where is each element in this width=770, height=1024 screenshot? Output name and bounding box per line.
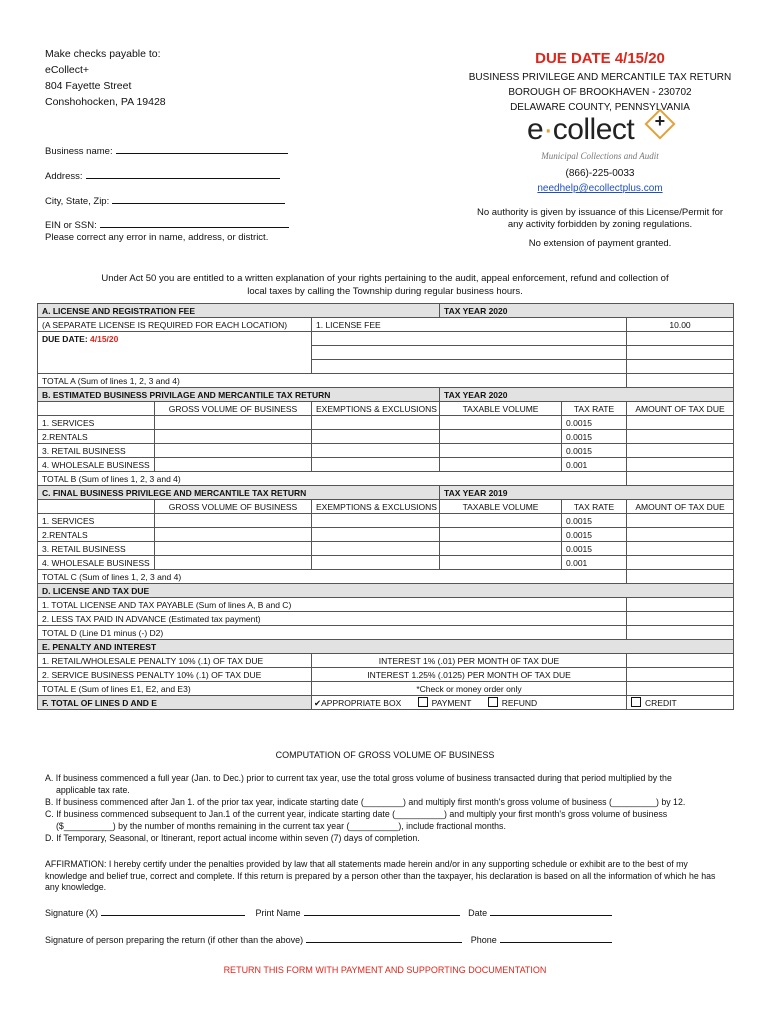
instruction-a-cont: applicable tax rate.: [56, 785, 130, 795]
print-name-input[interactable]: [304, 907, 460, 916]
preparer-label: Signature of person preparing the return (if other than the above): [45, 935, 304, 945]
instruction-c-cont: ($__________) by the number of months remaining in the current tax year (__________), include fractional months.: [56, 821, 506, 831]
blank-cell: [38, 500, 155, 514]
section-a-row: [38, 332, 734, 346]
ein-field[interactable]: [45, 219, 289, 231]
interest-label: INTEREST 1% (.01) PER MONTH 0F TAX DUE: [312, 654, 627, 668]
payable-line: Conshohocken, PA 19428: [45, 96, 166, 108]
tax-rate: 0.001: [562, 458, 627, 472]
credit-checkbox[interactable]: [631, 697, 641, 707]
row-label: 4. WHOLESALE BUSINESS: [38, 458, 155, 472]
date-label: Date: [468, 908, 488, 918]
total-b-value[interactable]: [627, 472, 734, 486]
section-a-row: [38, 318, 734, 332]
table-row: [38, 598, 734, 612]
tax-rate: 0.0015: [562, 542, 627, 556]
exempt-input[interactable]: [312, 514, 440, 528]
tax-rate: 0.001: [562, 556, 627, 570]
table-row: [38, 444, 734, 458]
taxable-input[interactable]: [440, 542, 562, 556]
gross-input[interactable]: [155, 528, 312, 542]
due-date-cell: [38, 332, 312, 346]
amount-input[interactable]: [627, 444, 734, 458]
taxable-input[interactable]: [440, 444, 562, 458]
title-line: BOROUGH OF BROOKHAVEN - 230702: [508, 87, 692, 98]
license-amount-blank[interactable]: [627, 332, 734, 346]
due-date-value: 4/15/20: [90, 333, 119, 344]
address-label: Address:: [45, 171, 83, 182]
d-line-value[interactable]: [627, 598, 734, 612]
section-a-row: [38, 346, 734, 360]
taxable-input[interactable]: [440, 528, 562, 542]
section-f-title: F. TOTAL OF LINES D AND E: [38, 696, 312, 710]
col-gross-volume: GROSS VOLUME OF BUSINESS: [155, 500, 312, 514]
instruction-d: D. If Temporary, Seasonal, or Itinerant, report actual income within seven (7) days of completion.: [45, 833, 420, 843]
instruction-c: C. If business commenced subsequent to Jan.1 of the current year, indicate starting date (__________) and multiply your first month's gross volume of business: [45, 809, 668, 819]
e-total-value[interactable]: [627, 682, 734, 696]
preparer-row: [45, 934, 618, 945]
e-line-label: 2. SERVICE BUSINESS PENALTY 10% (.1) OF TAX DUE: [38, 668, 312, 682]
due-date-label: DUE DATE:: [42, 333, 91, 344]
section-a-row: [38, 360, 734, 374]
business-name-input[interactable]: [116, 145, 288, 154]
phone-label: Phone: [470, 935, 497, 945]
logo-text-collect: collect: [552, 113, 635, 146]
d-line-label: 2. LESS TAX PAID IN ADVANCE (Estimated tax payment): [38, 612, 627, 626]
exempt-input[interactable]: [312, 528, 440, 542]
e-line-value[interactable]: [627, 668, 734, 682]
exempt-input[interactable]: [312, 416, 440, 430]
amount-input[interactable]: [627, 416, 734, 430]
date-input[interactable]: [490, 907, 612, 916]
table-row: [38, 668, 734, 682]
form-title: [460, 70, 740, 115]
license-line-blank[interactable]: [312, 360, 627, 374]
tax-form-table: [37, 303, 734, 710]
act50-notice: Under Act 50 you are entitled to a written explanation of your rights pertaining to the audit, appeal enforcement, refund and collection of local taxes by calling the Township during regular business hours.: [101, 273, 669, 297]
computation-title: COMPUTATION OF GROSS VOLUME OF BUSINESS: [275, 750, 495, 760]
ecollect-logo: [527, 113, 677, 153]
row-label: 2.RENTALS: [38, 430, 155, 444]
contact-block: [480, 166, 720, 196]
license-amount-blank[interactable]: [627, 360, 734, 374]
appropriate-box-label: ✔APPROPRIATE BOX: [314, 697, 402, 708]
payable-line: 804 Fayette Street: [45, 80, 132, 92]
section-c-columns: [38, 500, 734, 514]
payment-label: PAYMENT: [431, 697, 472, 708]
table-row: [38, 626, 734, 640]
license-fee-label: 1. LICENSE FEE: [312, 318, 627, 332]
tax-rate: 0.0015: [562, 444, 627, 458]
return-instructions: RETURN THIS FORM WITH PAYMENT AND SUPPORTING DOCUMENTATION: [223, 965, 547, 975]
amount-input[interactable]: [627, 556, 734, 570]
col-gross-volume: GROSS VOLUME OF BUSINESS: [155, 402, 312, 416]
row-label: 2.RENTALS: [38, 528, 155, 542]
row-label: 1. SERVICES: [38, 514, 155, 528]
amount-input[interactable]: [627, 528, 734, 542]
table-row: [38, 542, 734, 556]
instruction-b: B. If business commenced after Jan 1. of the prior tax year, indicate starting date (________) and multiply first month's gross volume of business (_________) by 12.: [45, 797, 686, 807]
exempt-input[interactable]: [312, 458, 440, 472]
table-row: [38, 556, 734, 570]
ein-label: EIN or SSN:: [45, 220, 97, 231]
row-label: 1. SERVICES: [38, 416, 155, 430]
section-b-header: [38, 388, 734, 402]
taxable-input[interactable]: [440, 556, 562, 570]
col-amount-due: AMOUNT OF TAX DUE: [627, 402, 734, 416]
col-exemptions: EXEMPTIONS & EXCLUSIONS: [312, 500, 440, 514]
license-line-blank[interactable]: [312, 346, 627, 360]
logo-subtitle: Municipal Collections and Audit: [541, 151, 659, 161]
section-b-total: [38, 472, 734, 486]
print-name-label: Print Name: [255, 908, 301, 918]
signature-row: [45, 907, 618, 918]
license-line-blank[interactable]: [312, 332, 627, 346]
table-row: [38, 528, 734, 542]
table-row: [38, 430, 734, 444]
ein-input[interactable]: [100, 219, 289, 228]
section-e-header: [38, 640, 734, 654]
payable-line: Make checks payable to:: [45, 48, 161, 60]
amount-input[interactable]: [627, 542, 734, 556]
refund-label: REFUND: [501, 697, 538, 708]
table-row: [38, 612, 734, 626]
total-a-label: TOTAL A (Sum of lines 1, 2, 3 and 4): [38, 374, 627, 388]
gross-input[interactable]: [155, 430, 312, 444]
gross-input[interactable]: [155, 444, 312, 458]
row-label: 3. RETAIL BUSINESS: [38, 542, 155, 556]
address-input[interactable]: [86, 170, 280, 179]
credit-label: CREDIT: [645, 697, 677, 708]
col-taxable-volume: TAXABLE VOLUME: [440, 500, 562, 514]
computation-instructions: [45, 773, 735, 845]
section-a-header: [38, 304, 734, 318]
blank-cell: [38, 402, 155, 416]
d-line-value[interactable]: [627, 612, 734, 626]
credit-cell: [627, 696, 734, 710]
signature-label: Signature (X): [45, 908, 99, 918]
table-row: [38, 654, 734, 668]
exempt-input[interactable]: [312, 430, 440, 444]
phone-input[interactable]: [500, 934, 612, 943]
title-line: BUSINESS PRIVILEGE AND MERCANTILE TAX RETURN: [468, 72, 732, 83]
city-field[interactable]: [45, 195, 285, 207]
section-c-title: C. FINAL BUSINESS PRIVILEGE AND MERCANTILE TAX RETURN: [38, 486, 440, 500]
row-label: 4. WHOLESALE BUSINESS: [38, 556, 155, 570]
taxable-input[interactable]: [440, 458, 562, 472]
section-b-year: TAX YEAR 2020: [440, 388, 734, 402]
amount-input[interactable]: [627, 458, 734, 472]
d-line-value[interactable]: [627, 626, 734, 640]
extension-notice: No extension of payment granted.: [528, 238, 672, 249]
title-line: DELAWARE COUNTY, PENNSYLVANIA: [510, 102, 690, 113]
col-tax-rate: TAX RATE: [562, 402, 627, 416]
total-c-label: TOTAL C (Sum of lines 1, 2, 3 and 4): [38, 570, 627, 584]
gross-input[interactable]: [155, 556, 312, 570]
exempt-input[interactable]: [312, 444, 440, 458]
e-total-label: TOTAL E (Sum of lines E1, E2, and E3): [38, 682, 312, 696]
section-c-total: [38, 570, 734, 584]
table-row: [38, 514, 734, 528]
business-name-label: Business name:: [45, 146, 113, 157]
gross-input[interactable]: [155, 514, 312, 528]
section-b-title: B. ESTIMATED BUSINESS PRIVILAGE AND MERCANTILE TAX RETURN: [38, 388, 440, 402]
total-c-value[interactable]: [627, 570, 734, 584]
license-fee-value[interactable]: 10.00: [627, 318, 734, 332]
interest-label: INTEREST 1.25% (.0125) PER MONTH OF TAX DUE: [312, 668, 627, 682]
table-row: [38, 682, 734, 696]
gross-input[interactable]: [155, 458, 312, 472]
payable-line: eCollect+: [45, 64, 90, 76]
section-b-columns: [38, 402, 734, 416]
col-amount-due: AMOUNT OF TAX DUE: [627, 500, 734, 514]
d-line-label: 1. TOTAL LICENSE AND TAX PAYABLE (Sum of lines A, B and C): [38, 598, 627, 612]
col-taxable-volume: TAXABLE VOLUME: [440, 402, 562, 416]
due-date-heading: DUE DATE 4/15/20: [535, 50, 665, 67]
tax-rate: 0.0015: [562, 528, 627, 542]
gross-input[interactable]: [155, 416, 312, 430]
logo-text-e: e: [527, 113, 544, 146]
gross-input[interactable]: [155, 542, 312, 556]
section-e-title: E. PENALTY AND INTEREST: [38, 640, 734, 654]
section-d-header: [38, 584, 734, 598]
section-a-total: [38, 374, 734, 388]
signature-input[interactable]: [101, 907, 245, 916]
instruction-a: A. If business commenced a full year (Jan. to Dec.) prior to current tax year, use the total gross volume of business transacted during that period multiplied by the: [45, 773, 672, 783]
d-line-label: TOTAL D (Line D1 minus (-) D2): [38, 626, 627, 640]
section-a-title: A. LICENSE AND REGISTRATION FEE: [38, 304, 440, 318]
blank-cell: [38, 346, 312, 360]
separate-license-note: (A SEPARATE LICENSE IS REQUIRED FOR EACH LOCATION): [38, 318, 312, 332]
correct-errors-note: Please correct any error in name, address, or district.: [45, 232, 269, 243]
logo-plus-icon: +: [644, 108, 675, 139]
total-a-value[interactable]: [627, 374, 734, 388]
payable-block: [45, 46, 166, 110]
zoning-notice: No authority is given by issuance of this License/Permit for any activity forbidden by zoning regulations.: [476, 207, 724, 230]
amount-input[interactable]: [627, 430, 734, 444]
phone-number: (866)-225-0033: [565, 168, 635, 179]
e-line-label: 1. RETAIL/WHOLESALE PENALTY 10% (.1) OF TAX DUE: [38, 654, 312, 668]
check-note: *Check or money order only: [312, 682, 627, 696]
tax-rate: 0.0015: [562, 416, 627, 430]
refund-checkbox[interactable]: [488, 697, 498, 707]
section-c-year: TAX YEAR 2019: [440, 486, 734, 500]
exempt-input[interactable]: [312, 542, 440, 556]
payment-checkbox[interactable]: [418, 697, 428, 707]
col-tax-rate: TAX RATE: [562, 500, 627, 514]
section-f-row: [38, 696, 734, 710]
city-input[interactable]: [112, 195, 285, 204]
affirmation-text: AFFIRMATION: I hereby certify under the penalties provided by law that all statements made herein and/or in any supporting schedule or exhibit are to the best of my knowledge and belief true, correct and complete. If this return is prepared by a person other than the taxpayer, his declaration is based on all the information of which he has any knowledge.: [45, 859, 716, 892]
amount-input[interactable]: [627, 514, 734, 528]
appropriate-box-cell: [312, 696, 627, 710]
taxable-input[interactable]: [440, 416, 562, 430]
section-c-header: [38, 486, 734, 500]
address-field[interactable]: [45, 170, 280, 182]
logo-dot-icon: ·: [543, 113, 553, 146]
tax-rate: 0.0015: [562, 514, 627, 528]
preparer-input[interactable]: [306, 934, 462, 943]
email-link[interactable]: needhelp@ecollectplus.com: [537, 183, 663, 194]
blank-cell: [38, 360, 312, 374]
section-a-year: TAX YEAR 2020: [440, 304, 734, 318]
license-amount-blank[interactable]: [627, 346, 734, 360]
col-exemptions: EXEMPTIONS & EXCLUSIONS: [312, 402, 440, 416]
business-name-field[interactable]: [45, 145, 288, 157]
section-d-title: D. LICENSE AND TAX DUE: [38, 584, 734, 598]
exempt-input[interactable]: [312, 556, 440, 570]
tax-rate: 0.0015: [562, 430, 627, 444]
taxable-input[interactable]: [440, 430, 562, 444]
row-label: 3. RETAIL BUSINESS: [38, 444, 155, 458]
city-label: City, State, Zip:: [45, 196, 110, 207]
table-row: [38, 416, 734, 430]
total-b-label: TOTAL B (Sum of lines 1, 2, 3 and 4): [38, 472, 627, 486]
table-row: [38, 458, 734, 472]
e-line-value[interactable]: [627, 654, 734, 668]
taxable-input[interactable]: [440, 514, 562, 528]
